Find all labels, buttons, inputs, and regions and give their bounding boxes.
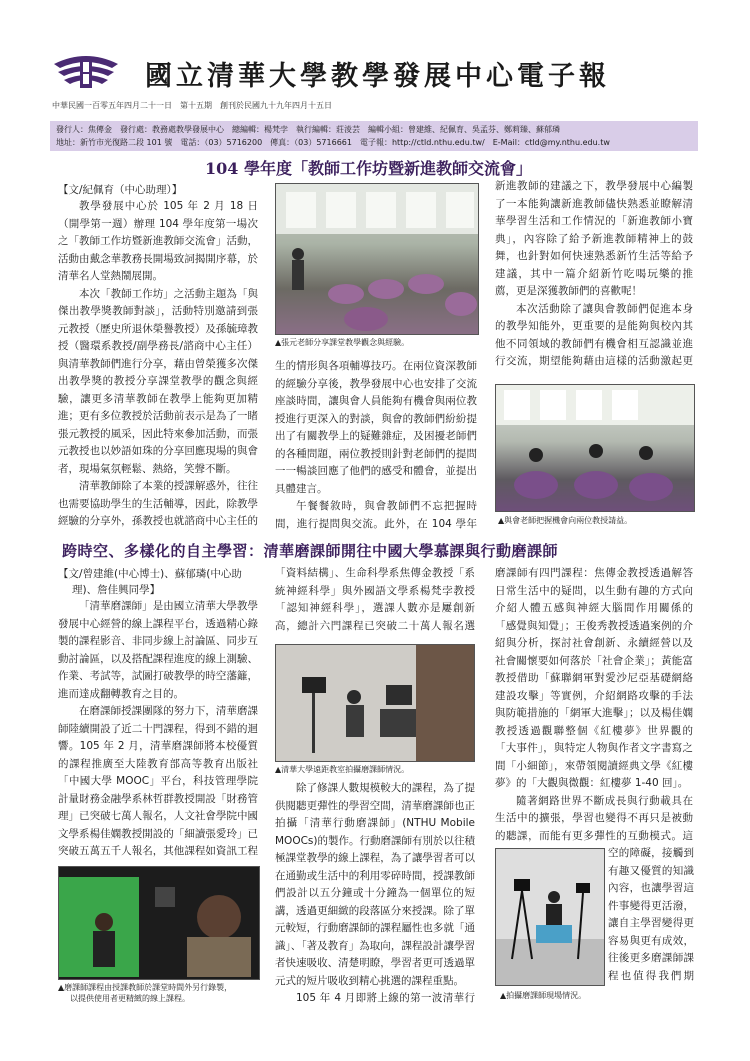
paragraph: 空的障礙，接觸到有趣又優質的知識內容，也讓學習這件事變得更活潑，讓自主學習變得更容易與更有成效，往後更多磨課師課程也值得我們期 xyxy=(608,847,694,982)
paragraph: 教學發展中心於 105 年 2 月 18 日（開學第一週）辦理 104 學年度第一場次之「教師工作坊暨新進教師交流會」活動，活動由戴念華教務長開場致詞揭開序幕，於清華名人堂熱鬧展開。 xyxy=(58,200,258,282)
article1-caption-2: ▲與會老師把握機會向兩位教授請益。 xyxy=(498,516,633,525)
article2-column-2a xyxy=(275,565,475,637)
photo-speaker-sharing xyxy=(275,183,479,335)
article2-caption-1: ▲清華大學遠距教室拍攝磨課師情況。 xyxy=(275,765,410,774)
paragraph: 「清華磨課師」是由國立清華大學教學發展中心經營的線上課程平台，透過精心錄製的課程影音、非同步線上討論區、同步互動討論區，以及搭配課程進度的線上測驗、作業、考試等，試圖打破教學的時空藩籬，進而達成翻轉教育之目的。 xyxy=(58,600,258,700)
nthu-logo xyxy=(50,52,122,92)
photo-discussion xyxy=(495,384,695,512)
paragraph: 隨著網路世界不斷成長與行動載具在生活中的擴張，學習也變得不再只是被動的聽課，而能有更多彈性的互動模式。這 xyxy=(495,794,693,842)
article1-title: 104 學年度「教師工作坊暨新進教師交流會」 xyxy=(205,159,532,178)
paragraph: 磨課師有四門課程：焦傳金教授透過解答日常生活中的疑問，以生動有趣的方式向介紹人體五感與神經大腦間作用關係的「感覺與知覺」；王俊秀教授透過案例的介紹與分析，探討社會創新、永續經營以及社會關懷要如何落於「社會企業」；黃能富教授借助「蘇聯網軍對愛沙尼亞基礎網絡建設攻擊」等實例，介紹網路攻擊的手法與防範措施的「網軍大進擊」；以及楊佳嫻教授透過觀聯整個《紅樓夢》世界觀的「大事件」，與特定人物與作者文字書寫之間「小細節」，來帶領閱讀經典文學《紅樓夢》的「大觀與微觀：紅樓夢 1-40 回」。 xyxy=(495,567,693,789)
paragraph: 本次「教師工作坊」之活動主題為「與傑出教學獎教師對談」，活動特別邀請到張元教授（歷史所退休榮譽教授）及孫毓璋教授（醫環系教授/副學務長/諮商中心主任）與清華教師們進行分享，藉由曾榮獲多次傑出教學獎的教授分享課堂教學的觀念與經驗，讓更多清華教師在教學上能夠更加精進；更有多位教授於活動前表示是為了一睹張元教授的風采，因此特來參加活動，而張元教授也以妙語如珠的分享回應現場的與會者，現場氣氛輕鬆、熱絡，笑聲不斷。 xyxy=(58,287,258,475)
article2-column-1 xyxy=(58,598,258,863)
caption-line: 以提供使用者更精緻的線上課程。 xyxy=(70,994,190,1003)
article2-column-3a xyxy=(495,565,693,843)
paragraph: 午餐餐敘時，與會教師們不忘把握時間，進行提問與交流。此外，在 104 學年 xyxy=(275,500,477,530)
photo-remote-classroom xyxy=(275,644,475,762)
publisher-line: 發行人：焦傳金 發行處：教務處教學發展中心 總編輯：楊梵孛 執行編輯：莊淩芸 編輯小組：曾建維、紀佩育、吳孟芬、鄭莉臻、蘇郁璘 xyxy=(56,125,560,134)
paragraph: 清華教師除了本業的授課解惑外，往往也需要協助學生的生活輔導，因此，除教學經驗的分享外，孫教授也就諮商中心主任的 xyxy=(58,480,258,527)
article2-column-2b xyxy=(275,780,475,1010)
publisher-info-bar xyxy=(50,121,698,151)
paragraph: 本次活動除了讓與會教師們促進本身的教學知能外，更重要的是能夠與校內其他不同領域的教師們有機會相互認識並進行交流，期望能夠藉由這樣的活動激起更 xyxy=(495,302,693,367)
article1-column-2 xyxy=(275,358,477,533)
article2-column-3b xyxy=(608,845,694,985)
newsletter-title: 國立清華大學教學發展中心電子報 xyxy=(145,61,610,92)
paragraph: 「資料結構」、生命科學系焦傳金教授「系統神經科學」與外國語文學系楊梵孛教授「認知神經科學」，選課人數亦是屢創新高，總計六門課程已突破二十萬人報名選 xyxy=(275,567,475,632)
paragraph: 新進教師的建議之下，教學發展中心編製了一本能夠讓新進教師儘快熟悉並瞭解清華學習生活和工作情況的「新進教師小寶典」，內容除了給予新進教師精神上的鼓舞，也針對如何快速熟悉新竹生活等給予建議，其中一篇介紹新竹吃喝玩樂的推薦，更是深獲教師們的喜歡呢！ xyxy=(495,180,693,297)
photo-recording-studio xyxy=(58,866,260,980)
article1-caption-1: ▲張元老師分享課堂教學觀念與經驗。 xyxy=(275,338,410,347)
issue-date-line: 中華民國一百零五年四月二十一日 第十五期 創刊於民國九十九年四月十五日 xyxy=(52,101,332,110)
article1-column-3 xyxy=(495,178,693,373)
article1-byline: 【文/紀佩育（中心助理）】 xyxy=(58,184,183,196)
photo-filming-site xyxy=(495,848,605,986)
article2-byline-1: 【文/曾建維(中心博士)、蘇郁璘(中心助 xyxy=(58,568,242,580)
article2-caption-3: ▲拍攝磨課師現場情況。 xyxy=(500,991,587,1000)
article2-byline-2: 理)、詹佳興同學】 xyxy=(72,584,161,596)
contact-line: 地址：新竹市光復路二段 101 號 電話：（03）5716200 傳真：（03）5716661 電子報：http://ctld.nthu.edu.tw/ E-Mail：ctld@my.nthu.edu.tw xyxy=(56,138,610,147)
article2-caption-2 xyxy=(58,982,268,1004)
article1-column-1 xyxy=(58,198,258,533)
paragraph: 生的情形與各項輔導技巧。在兩位資深教師的經驗分享後，教學發展中心也安排了交流座談時間，讓與會人員能夠有機會與兩位教授進行更深入的對談，與會的教師們紛紛提出了有關教學上的疑難雜症，及困擾老師們的各種問題，兩位教授則針對老師們的提問一一暢談回應了他們的感受和體會，並提出具體建言。 xyxy=(275,360,477,495)
paragraph: 在磨課師授課團隊的努力下，清華磨課師陸續開設了近二十門課程，得到不錯的迴響。105 年 2 月，清華磨課師將本校優質的課程推廣至大陸教育部高等教育出版社「中國大學 MOOC」平台，科技管理學院計量財務金融學系林哲群教授開設「財務管理」已突破七萬人報名，人文社會學院中國文學系楊佳嫻教授開設的「細讀張愛玲」已突破五萬五千人報名，其他課程如資訊工程 xyxy=(58,705,258,857)
article2-title: 跨時空、多樣化的自主學習：清華磨課師開往中國大學慕課與行動磨課師 xyxy=(62,542,559,560)
caption-line: ▲磨課師課程由授課教師於課堂時間外另行錄製， xyxy=(58,983,233,992)
paragraph: 105 年 4 月即將上線的第一波清華行 xyxy=(296,992,475,1004)
paragraph: 除了修課人數規模較大的課程，為了提供閱聽更彈性的學習空間，清華磨課師也正拍攝「清華行動磨課師」(NTHU Mobile MOOCs)的製作。行動磨課師有別於以往積極課堂教學的線上課程，為了讓學習者可以在通勤或生活中的利用零碎時間，授課教師們設計以五分鐘或十分鐘為一個單位的短講，透過更細緻的段落區分來授課。除了單元較短，行動磨課師的課程屬性也多就「通識」、「著及教育」為取向，課程設計讓學習者快速吸收、清楚明瞭，學習者更可透過單元式的短片吸收到精心挑選的課程重點。 xyxy=(275,782,475,987)
